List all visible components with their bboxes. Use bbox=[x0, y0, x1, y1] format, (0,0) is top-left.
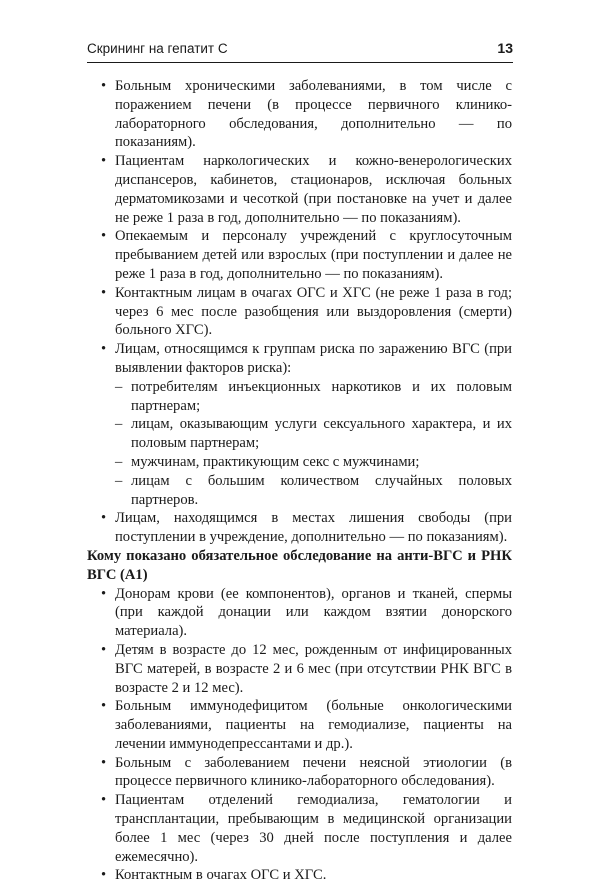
list-item bbox=[101, 697, 512, 753]
list-item bbox=[101, 791, 512, 866]
list-item-text: Больным с заболеванием печени неясной этиологии (в процессе первичного клинико-лабораторного обследования). bbox=[115, 754, 512, 790]
dash-icon: – bbox=[115, 472, 123, 489]
list-item-text: Контактным в очагах ОГС и ХГС. bbox=[115, 867, 327, 884]
list-item bbox=[101, 77, 512, 152]
list-item-text: Детям в возрасте до 12 мес, рожденным от инфицированных ВГС матерей, в возрасте 2 и 6 мес (при отсутствии РНК ВГС в возрасте 2 и 12 мес). bbox=[115, 641, 512, 696]
dash-icon: – bbox=[115, 453, 123, 470]
bullet-icon: • bbox=[101, 228, 107, 245]
page-number: 13 bbox=[497, 40, 513, 56]
list-item-text: Лицам, относящимся к группам риска по заражению ВГС (при выявлении факторов риска): bbox=[115, 341, 512, 376]
bullet-icon: • bbox=[101, 153, 107, 170]
list-item-text: Лицам, находящимся в местах лишения свободы (при поступлении в учреждение, дополнительно — по показаниям). bbox=[115, 510, 512, 546]
list-item bbox=[101, 340, 512, 378]
risk-group-item bbox=[101, 415, 512, 453]
list-item bbox=[101, 585, 512, 641]
list-item-text: Больным хроническими заболеваниями, в том числе с поражением печени (в процессе первичного клинико-лабораторного обследования, дополнительно — по показаниям). bbox=[115, 78, 512, 151]
running-header bbox=[87, 40, 513, 63]
list-item-text: Опекаемым и персоналу учреждений с круглосуточным пребыванием детей или взрослых (при поступлении и далее не реже 1 раза в год, дополнительно — по показаниям). bbox=[115, 228, 512, 282]
bullet-icon: • bbox=[101, 78, 107, 94]
list-item-text: Пациентам наркологических и кожно-венерологических диспансеров, кабинетов, стационаров, исключая больных дерматомикозами и чесоткой (при постановке на учет и далее не реже 1 раза в год, дополнительно — по показаниям). bbox=[115, 153, 512, 226]
list-item bbox=[101, 866, 512, 885]
list-item bbox=[101, 284, 512, 340]
list-item bbox=[101, 227, 512, 283]
list-item bbox=[101, 152, 512, 227]
bullet-icon: • bbox=[101, 341, 107, 358]
list-item bbox=[101, 641, 512, 697]
dash-icon: – bbox=[115, 416, 123, 433]
bullet-icon: • bbox=[101, 792, 107, 809]
list-item-text: Донорам крови (ее компонентов), органов и тканей, спермы (при каждой донации или каждом взятии донорского материала). bbox=[115, 585, 512, 640]
list-item bbox=[101, 754, 512, 792]
risk-group-item bbox=[101, 453, 512, 472]
bullet-icon: • bbox=[101, 698, 107, 715]
risk-group-item bbox=[101, 378, 512, 416]
bullet-icon: • bbox=[101, 510, 107, 527]
list-item bbox=[101, 509, 512, 547]
risk-group-item bbox=[101, 472, 512, 510]
bullet-icon: • bbox=[101, 754, 107, 771]
bullet-icon: • bbox=[101, 867, 107, 884]
list-item-text: Больным иммунодефицитом (больные онкологическими заболеваниями, пациенты на гемодиализе, пациенты на лечении иммунодепрессантами и др.). bbox=[115, 698, 512, 752]
risk-group-text: лицам, оказывающим услуги сексуального характера, и их половым партнерам; bbox=[131, 416, 512, 452]
section-heading: Кому показано обязательное обследование на анти-ВГС и РНК ВГС (A1) bbox=[87, 547, 512, 583]
risk-group-text: потребителям инъекционных наркотиков и их половым партнерам; bbox=[131, 378, 512, 414]
page-body bbox=[87, 77, 512, 885]
running-title: Скрининг на гепатит С bbox=[87, 41, 228, 56]
bullet-icon: • bbox=[101, 585, 107, 602]
bullet-icon: • bbox=[101, 641, 107, 658]
list-item-text: Пациентам отделений гемодиализа, гематологии и трансплантации, пребывающим в медицинской организации более 1 мес (через 30 дней после поступления и далее ежемесячно). bbox=[115, 792, 512, 865]
risk-group-text: лицам с большим количеством случайных половых партнеров. bbox=[131, 472, 512, 508]
bullet-icon: • bbox=[101, 284, 107, 301]
risk-group-text: мужчинам, практикующим секс с мужчинами; bbox=[131, 453, 420, 470]
dash-icon: – bbox=[115, 378, 123, 395]
list-item-text: Контактным лицам в очагах ОГС и ХГС (не реже 1 раза в год; через 6 мес после разобщения или выздоровления (смерти) больного ХГС). bbox=[115, 284, 512, 339]
